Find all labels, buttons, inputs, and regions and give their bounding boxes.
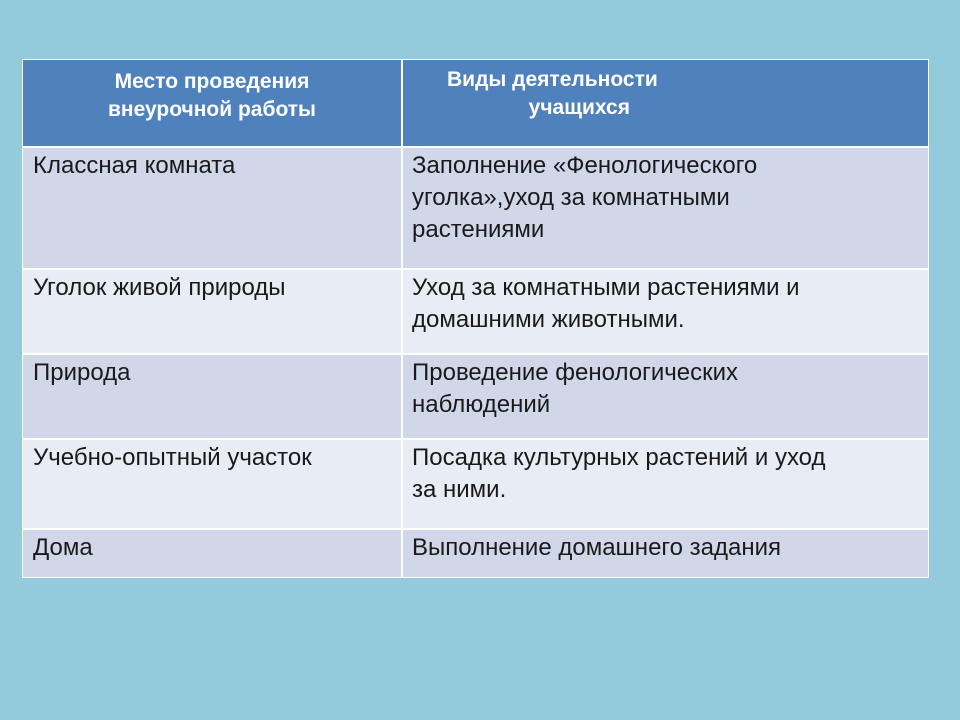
table-row — [23, 270, 928, 353]
cell-place: Природа — [33, 359, 131, 386]
cell-activity: Уход за комнатными растениями и домашними животными. — [412, 274, 800, 333]
table-row — [23, 355, 928, 438]
cell-activity: Посадка культурных растений и уход за ними. — [412, 444, 826, 503]
table-row — [23, 530, 928, 577]
header-place-text: Место проведения внеурочной работы — [108, 70, 316, 121]
table-row — [23, 148, 928, 268]
activities-table — [22, 59, 929, 578]
cell-place: Дома — [33, 534, 93, 561]
table-header-row — [23, 60, 928, 146]
cell-place: Уголок живой природы — [33, 274, 286, 301]
cell-activity: Выполнение домашнего задания — [412, 534, 782, 561]
column-divider — [401, 60, 403, 577]
cell-activity: Заполнение «Фенологического уголка»,уход за комнатными растениями — [412, 152, 758, 243]
header-cell-activity — [403, 60, 928, 146]
table-row — [23, 440, 928, 528]
cell-place: Классная комната — [33, 152, 236, 179]
cell-place: Учебно-опытный участок — [33, 444, 312, 471]
header-cell-place — [23, 60, 401, 146]
header-activity-text: Виды деятельности учащихся — [447, 68, 658, 119]
cell-activity: Проведение фенологических наблюдений — [412, 359, 738, 418]
